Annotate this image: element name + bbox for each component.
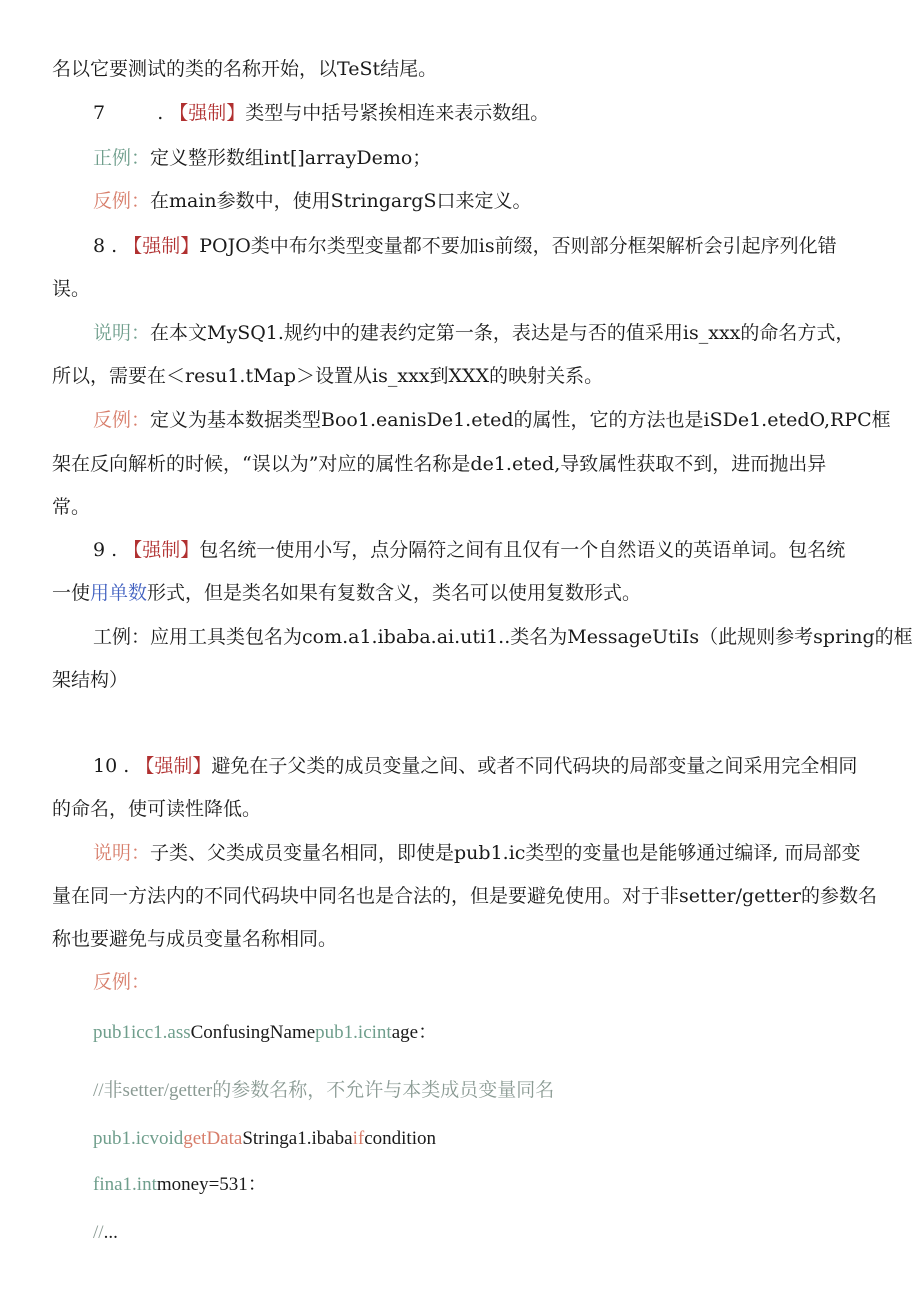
code-line (93, 1126, 436, 1152)
code-comment: // (93, 1222, 104, 1243)
text-line (52, 926, 337, 952)
paragraph-text: 的命名，使可读性降低。 (52, 798, 262, 820)
paragraph-text: 子类、父类成员变量名相同，即使是pub1.ic类型的变量也是能够通过编译, 而局部变 (150, 842, 861, 864)
code-identifier: condition (364, 1128, 436, 1149)
rule-number: 10 (93, 755, 118, 777)
rule-10-heading (93, 753, 857, 779)
paragraph-text: 定义为基本数据类型Boo1.eanisDe1.eted的属性，它的方法也是iSDe1.etedO,RPC框 (150, 409, 891, 431)
rule-7-heading (93, 100, 549, 126)
rule-dot: . (111, 539, 118, 561)
code-ellipsis: ... (103, 1222, 118, 1243)
mandatory-tag: 【强制】 (169, 102, 246, 124)
explanation-line (93, 320, 854, 346)
paragraph-text: 形式，但是类名如果有复数含义，类名可以使用复数形式。 (147, 582, 642, 604)
paragraph-text: 称也要避免与成员变量名称相同。 (52, 928, 338, 950)
paragraph-text: 架在反向解析的时候，“误以为”对应的属性名称是de1.eted,导致属性获取不到，进而抛出异 (52, 453, 827, 475)
rule-9-heading (93, 537, 845, 563)
rule-text: 包名统一使用小写，点分隔符之间有且仅有一个自然语义的英语单词。包名统 (199, 539, 846, 561)
counter-example-line (93, 969, 150, 995)
paragraph-text: 量在同一方法内的不同代码块中同名也是合法的，但是要避免使用。对于非setter/getter的参数名 (52, 885, 877, 907)
rule-8-heading (93, 233, 837, 259)
rule-number: 9 (93, 539, 106, 561)
counter-example-label: 反例： (93, 409, 151, 431)
highlight-text: 用单数 (90, 582, 148, 604)
example-text: 在main参数中，使用StringargS口来定义。 (150, 190, 532, 212)
rule-dot: . (123, 755, 130, 777)
code-keyword: pub1.icvoid (93, 1128, 184, 1149)
code-keyword: pub1.icint (315, 1022, 392, 1043)
text-line (52, 667, 128, 693)
code-comment-line (93, 1220, 118, 1246)
rule-dot: . (157, 102, 164, 124)
code-identifier: money=531： (156, 1174, 267, 1195)
rule-dot: . (111, 235, 118, 257)
text-line (52, 494, 90, 520)
example-text: 定义整形数组int[]arrayDemo； (150, 147, 432, 169)
code-line (93, 1172, 267, 1198)
positive-example-label: 正例： (93, 147, 151, 169)
code-keyword: if (352, 1128, 365, 1149)
counter-example-line (93, 407, 891, 433)
paragraph-text: 工例：应用工具类包名为com.a1.ibaba.ai.uti1..类名为MessageUtiIs（此规则参考spring的框 (93, 626, 913, 648)
mandatory-tag: 【强制】 (123, 235, 200, 257)
rule-text: POJO类中布尔类型变量都不要加is前缀，否则部分框架解析会引起序列化错 (199, 235, 837, 257)
paragraph-text: 名以它要测试的类的名称开始，以TeSt结尾。 (52, 58, 438, 80)
code-identifier: Stringa1.ibaba (242, 1128, 353, 1149)
explanation-label: 说明： (93, 842, 151, 864)
counter-example-label: 反例： (93, 190, 151, 212)
paragraph-text: 架结构） (52, 669, 129, 691)
rule-text: 类型与中括号紧挨相连来表示数组。 (245, 102, 550, 124)
counter-example-label: 反例： (93, 971, 151, 993)
text-line (52, 56, 437, 82)
mandatory-tag: 【强制】 (123, 539, 200, 561)
paragraph-text: 所以，需要在＜resu1.tMap＞设置从is_xxx到XXX的映射关系。 (52, 365, 604, 387)
paragraph-text: 在本文MySQ1.规约中的建表约定第一条，表达是与否的值采用is_xxx的命名方式， (150, 322, 855, 344)
text-line (52, 276, 90, 302)
text-line (52, 796, 261, 822)
code-keyword: pub1icc1.ass (93, 1022, 191, 1043)
text-line (52, 580, 641, 606)
code-comment-line (93, 1078, 554, 1104)
text-line (52, 451, 826, 477)
code-method: getData (183, 1128, 243, 1149)
explanation-line (93, 840, 861, 866)
paragraph-text: 常。 (52, 496, 91, 518)
rule-text: 避免在子父类的成员变量之间、或者不同代码块的局部变量之间采用完全相同 (211, 755, 858, 777)
rule-number: 8 (93, 235, 106, 257)
rule-number: 7 (93, 102, 106, 124)
code-line (93, 1020, 437, 1046)
text-line (52, 363, 603, 389)
text-line (52, 883, 877, 909)
paragraph-text: 一使 (52, 582, 91, 604)
counter-example-line (93, 188, 531, 214)
paragraph-text: 误。 (52, 278, 91, 300)
positive-example-line (93, 145, 431, 171)
code-keyword: fina1.int (93, 1174, 157, 1195)
code-identifier: ConfusingName (190, 1022, 316, 1043)
code-comment: //非setter/getter的参数名称，不允许与本类成员变量同名 (93, 1080, 555, 1101)
text-line (93, 624, 913, 650)
code-identifier: age： (391, 1022, 438, 1043)
explanation-label: 说明： (93, 322, 151, 344)
mandatory-tag: 【强制】 (135, 755, 212, 777)
